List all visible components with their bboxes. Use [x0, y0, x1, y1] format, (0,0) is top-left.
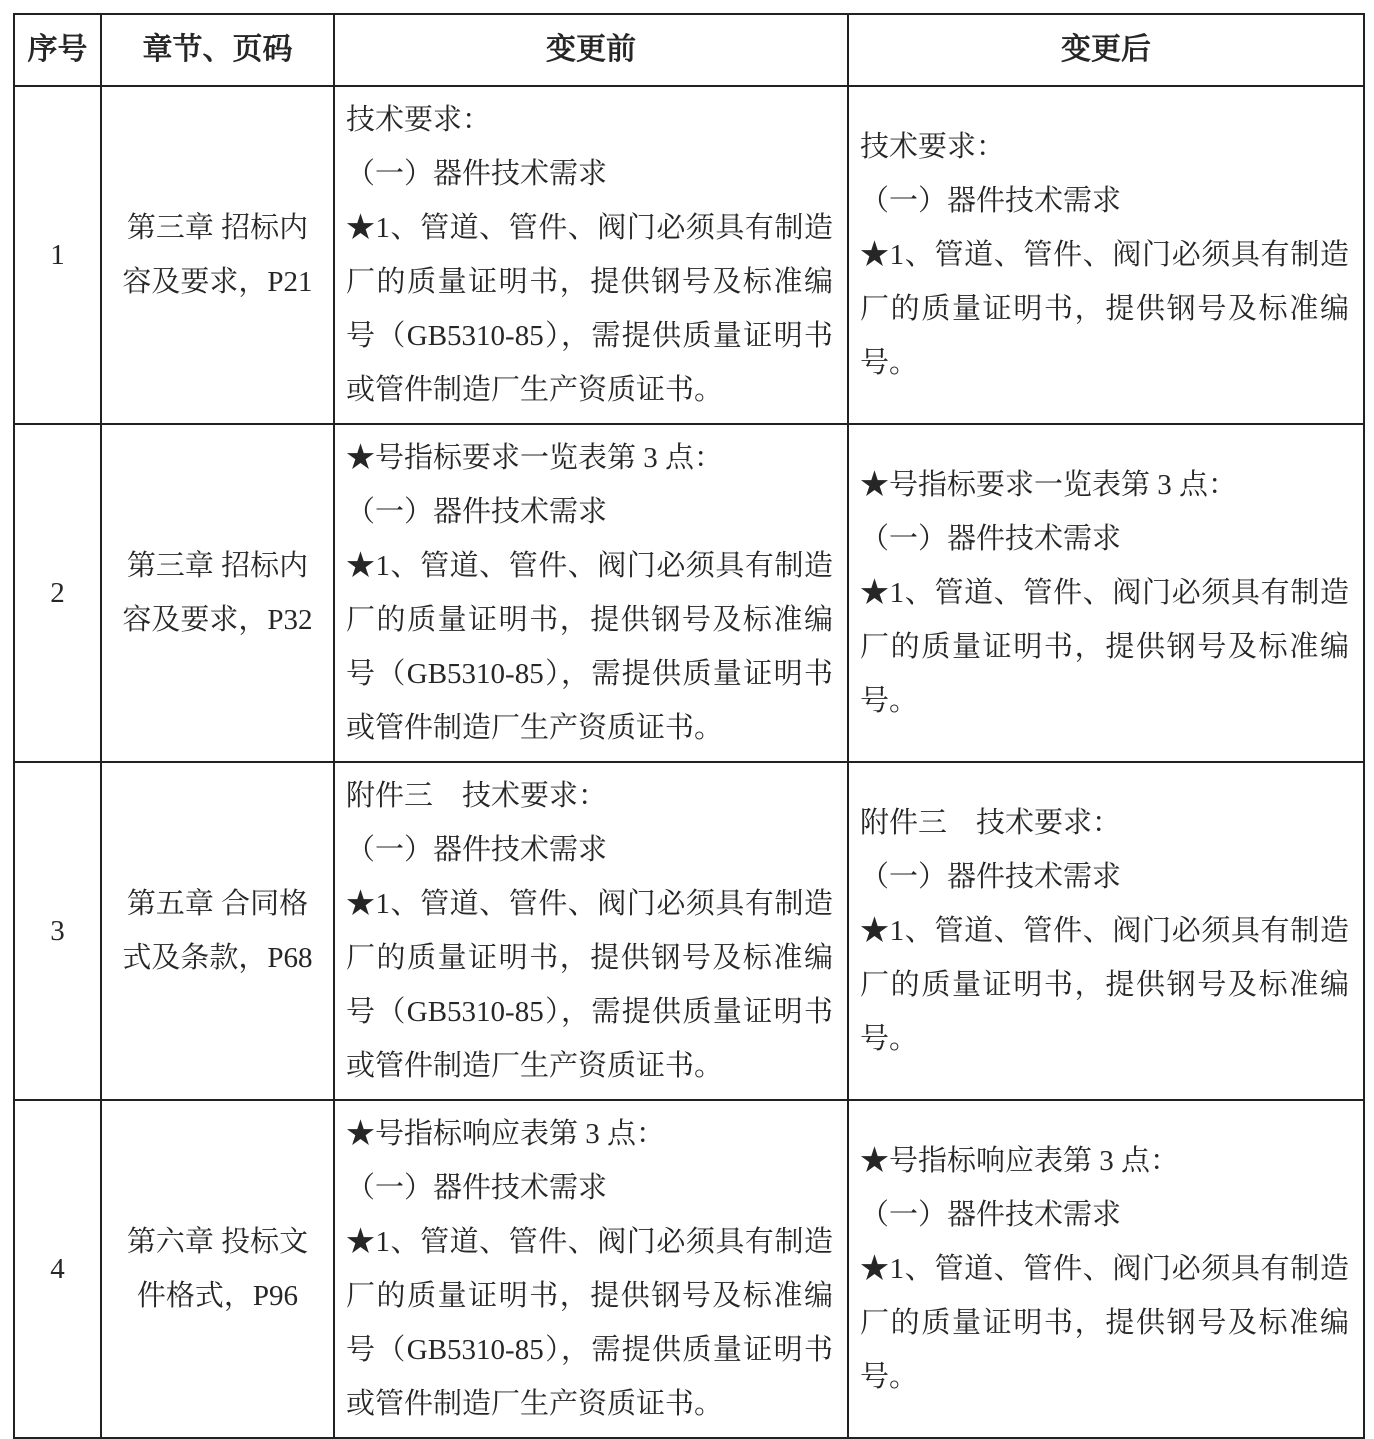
before-paragraph: ★1、管道、管件、阀门必须具有制造厂的质量证明书，提供钢号及标准编号（GB5310-85），需提供质量证明书或管件制造厂生产资质证书。 [346, 1226, 833, 1420]
after-paragraph: ★1、管道、管件、阀门必须具有制造厂的质量证明书，提供钢号及标准编号。 [860, 577, 1349, 717]
before-change-cell [334, 424, 848, 762]
after-change-cell [848, 86, 1364, 424]
after-paragraph: 技术要求： [860, 131, 1006, 163]
table-row [14, 762, 1364, 1100]
row-number: 1 [14, 86, 101, 424]
before-paragraph: ★号指标要求一览表第 3 点： [346, 442, 724, 474]
section-page: 第三章 招标内容及要求，P32 [101, 424, 334, 762]
change-notice-table [13, 13, 1365, 1439]
after-paragraph: ★1、管道、管件、阀门必须具有制造厂的质量证明书，提供钢号及标准编号。 [860, 915, 1349, 1055]
table-row [14, 424, 1364, 762]
before-paragraph: 附件三 技术要求： [346, 780, 608, 812]
after-paragraph: （一）器件技术需求 [860, 861, 1122, 893]
before-paragraph: 技术要求： [346, 104, 492, 136]
section-page: 第六章 投标文件格式，P96 [101, 1100, 334, 1438]
before-paragraph: （一）器件技术需求 [346, 1172, 608, 1204]
before-paragraph: ★号指标响应表第 3 点： [346, 1118, 666, 1150]
after-paragraph: ★1、管道、管件、阀门必须具有制造厂的质量证明书，提供钢号及标准编号。 [860, 1253, 1349, 1393]
before-change-cell [334, 762, 848, 1100]
col-header-after-change: 变更后 [848, 14, 1364, 86]
before-change-cell [334, 1100, 848, 1438]
section-page: 第五章 合同格式及条款，P68 [101, 762, 334, 1100]
after-paragraph: （一）器件技术需求 [860, 185, 1122, 217]
table-row [14, 86, 1364, 424]
before-change-cell [334, 86, 848, 424]
section-page: 第三章 招标内容及要求，P21 [101, 86, 334, 424]
col-header-no: 序号 [14, 14, 101, 86]
row-number: 4 [14, 1100, 101, 1438]
before-paragraph: （一）器件技术需求 [346, 496, 608, 528]
header-row [14, 14, 1364, 86]
before-paragraph: （一）器件技术需求 [346, 834, 608, 866]
after-paragraph: 附件三 技术要求： [860, 807, 1122, 839]
after-paragraph: ★号指标要求一览表第 3 点： [860, 469, 1238, 501]
after-paragraph: （一）器件技术需求 [860, 523, 1122, 555]
after-paragraph: ★1、管道、管件、阀门必须具有制造厂的质量证明书，提供钢号及标准编号。 [860, 239, 1349, 379]
row-number: 3 [14, 762, 101, 1100]
before-paragraph: ★1、管道、管件、阀门必须具有制造厂的质量证明书，提供钢号及标准编号（GB5310-85），需提供质量证明书或管件制造厂生产资质证书。 [346, 888, 833, 1082]
row-number: 2 [14, 424, 101, 762]
before-paragraph: ★1、管道、管件、阀门必须具有制造厂的质量证明书，提供钢号及标准编号（GB5310-85），需提供质量证明书或管件制造厂生产资质证书。 [346, 550, 833, 744]
after-paragraph: ★号指标响应表第 3 点： [860, 1145, 1180, 1177]
before-paragraph: （一）器件技术需求 [346, 158, 608, 190]
table-row [14, 1100, 1364, 1438]
before-paragraph: ★1、管道、管件、阀门必须具有制造厂的质量证明书，提供钢号及标准编号（GB5310-85），需提供质量证明书或管件制造厂生产资质证书。 [346, 212, 833, 406]
after-change-cell [848, 762, 1364, 1100]
col-header-before-change: 变更前 [334, 14, 848, 86]
after-paragraph: （一）器件技术需求 [860, 1199, 1122, 1231]
after-change-cell [848, 424, 1364, 762]
after-change-cell [848, 1100, 1364, 1438]
col-header-section-page: 章节、页码 [101, 14, 334, 86]
